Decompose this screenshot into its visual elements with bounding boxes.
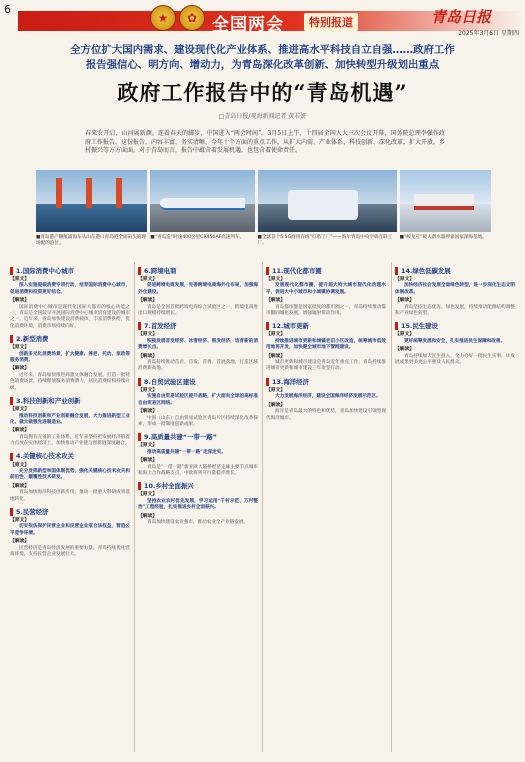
lead-paragraph: 春来农开启，山河展新颜。连着春天的脚步，中国进入“两会时间”。3月5日上午，十四届全国人大三次会议开幕，国务院总理李强作政府工作报告。这份报告，内容丰富，务实清晰，今年十个方面的重点工作，从扩大内需、产业体系、科技创新、深化改革，扩大开放，乡村振兴等方方面面，对于青岛而言，报告中蕴含着发展机遇，也包含着使命责任。 — [85, 130, 446, 154]
reading-text: 青岛坚持生态优先、绿色发展，持续推动能源结构调整和产业绿色转型。 — [395, 304, 515, 317]
reading-text: 城市更新和城市建设是青岛近年重点工作，青岛持续推进城市更新和城市建设三年攻坚行动。 — [266, 360, 386, 372]
label-reading: 【解读】 — [138, 298, 158, 304]
article-column-4 — [395, 262, 515, 367]
original-text: 推动高质量共建“一带一路”走深走实。 — [147, 449, 226, 455]
label-original: 【原文】 — [395, 332, 415, 338]
section-name: 全国两会 — [212, 15, 284, 35]
label-reading: 【解读】 — [395, 347, 415, 353]
section-heading: 15.民生建设 — [395, 322, 515, 330]
column-divider — [134, 262, 135, 752]
reading-text: 青岛拥有完备的工业体系，近年来坚持把发展经济的着力点放在实体经济上，加快推动产业链与创新链深度融合。 — [10, 434, 130, 447]
submersible-photo — [400, 170, 491, 232]
section-heading: 1.国际消费中心城市 — [10, 267, 130, 275]
label-reading: 【解读】 — [10, 539, 30, 545]
label-original: 【原文】 — [10, 517, 30, 523]
column-divider — [391, 262, 392, 752]
label-reading: 【解读】 — [138, 458, 158, 464]
reading-text: 青岛是全国首批跨境电商综合试验区之一，跨境电商进出口规模持续增长。 — [138, 304, 258, 317]
reading-text: 海洋是青岛最大的特色和优势，青岛加快建设引领型现代海洋城市。 — [266, 409, 386, 421]
reading-text: 近年来，青岛加快推进商旅文体融合发展，打造一批特色消费场景，持续释放服务消费潜力，居民消费结构持续升级。 — [10, 372, 130, 391]
label-reading: 【解读】 — [266, 298, 286, 304]
reading-text: 青岛都市圈是国家批复的都市圈之一，青岛持续推动都市圈同城化发展，增强辐射带动作用。 — [266, 304, 386, 317]
reading-text: 青岛持续加大民生投入，全力办好一批民生实事，让发展成果更多更公平惠及人民群众。 — [395, 353, 515, 366]
subhead-line-1: 全方位扩大国内需求、建设现代化产业体系、推进高水平科技自立自强……政府工作 — [70, 44, 455, 56]
label-reading: 【解读】 — [10, 483, 30, 489]
date-line: 2025年3月6日 星期四 — [458, 30, 519, 37]
national-emblem-icon: ★ — [150, 5, 176, 31]
section-heading: 7.首发经济 — [138, 322, 258, 330]
masthead-logo: 青岛日报 — [430, 8, 491, 26]
original-text: 充分发挥新型举国体制优势，强化关键核心技术攻关和前沿性、颠覆性技术研发。 — [10, 468, 130, 481]
label-reading: 【解读】 — [138, 513, 158, 519]
article-column-3 — [266, 262, 386, 423]
original-text: 创新多元化消费场景，扩大健康、养老、托幼、家政等服务消费。 — [10, 351, 130, 364]
label-original: 【原文】 — [138, 492, 158, 498]
section-heading: 5.民营经济 — [10, 508, 130, 516]
original-text: 推动科技创新和产业创新融合发展，大力推进新型工业化，做大做强先进制造业。 — [10, 413, 130, 425]
original-text: 积极发展首发经济、冰雪经济、银发经济，培育新的消费增长点。 — [138, 338, 258, 351]
byline: □青岛日报/观海新闻记者 黄若妍 — [218, 113, 307, 120]
label-original: 【原文】 — [10, 277, 30, 282]
subhead-line-2: 报告强信心、明方向、增动力，为青岛深化改革创新、加快转型升级划出重点 — [85, 59, 440, 71]
cppcc-emblem-icon: ✿ — [179, 5, 205, 31]
photo-caption: ■全球首个5.5G商用在线“灯塔工厂”——海尔青岛中央空调互联工厂。 — [257, 235, 393, 246]
reading-text: 青岛是“一带一路”新亚欧大陆桥经济走廊主要节点城市和海上合作战略支点，中欧班列开行量稳步增长。 — [138, 464, 258, 476]
emblem-row — [150, 5, 205, 31]
label-original: 【原文】 — [138, 277, 158, 282]
section-heading: 2.新型消费 — [10, 335, 130, 343]
label-original: 【原文】 — [138, 443, 158, 449]
photo-captions — [36, 235, 491, 247]
label-reading: 【解读】 — [138, 409, 158, 415]
label-reading: 【解读】 — [266, 402, 286, 408]
article-column-1 — [10, 262, 130, 559]
original-text: 实施自由贸易试验区提升战略，扩大面向全球的高标准自由贸易区网络。 — [138, 394, 258, 406]
page-number: 6 — [4, 3, 11, 16]
label-reading: 【解读】 — [10, 428, 30, 434]
label-original: 【原文】 — [10, 345, 30, 351]
label-reading: 【解读】 — [10, 298, 30, 304]
original-text: 持续推进城市更新和城镇老旧小区改造，统筹城市低效用地再开发，加快健全城市地下管网建设。 — [266, 338, 386, 351]
original-text: 促进跨境电商发展，完善跨境电商海外仓布局，加强海外仓建设。 — [138, 283, 258, 295]
label-reading: 【解读】 — [10, 366, 30, 372]
column-divider — [262, 262, 263, 752]
reading-text: 中国（山东）自由贸易试验区青岛片区持续深化改革探索，形成一批制度创新成果。 — [138, 415, 258, 427]
original-text: 深入实施提振消费专项行动，培育国际消费中心城市，促进消费和投资更好结合。 — [10, 283, 130, 295]
section-heading: 13.海洋经济 — [266, 378, 386, 386]
label-original: 【原文】 — [266, 387, 286, 393]
original-text: 发展现代化都市圈，提升超大特大城市现代化治理水平，促进大中小城市和小城镇协调发展。 — [266, 283, 386, 295]
label-original: 【原文】 — [138, 332, 158, 338]
label-original: 【原文】 — [395, 277, 415, 282]
section-heading: 12.城市更新 — [266, 322, 386, 330]
label-reading: 【解读】 — [138, 353, 158, 359]
reading-text: 青岛持续推动首店、首发、首秀、首展落地，打造区域消费新高地。 — [138, 360, 258, 372]
article-column-2 — [138, 262, 258, 527]
photo-caption: ■“青岛造”时速400公里CR450AF高速列车。 — [150, 235, 245, 240]
page-header — [0, 0, 525, 38]
label-original: 【原文】 — [266, 332, 286, 338]
section-heading: 8.自贸试验区建设 — [138, 378, 258, 386]
reading-text: 青岛加快海洋科技创新步伐，推动一批重大科研成果落地转化。 — [10, 490, 130, 502]
photo-caption: ■青岛港产顺航浦海车从山东港口青岛港全面码头的现场配的泊位。 — [36, 235, 146, 246]
label-reading: 【解读】 — [266, 353, 286, 359]
original-text: 大力发展海洋经济，建设全国海洋经济发展示范区。 — [275, 394, 381, 400]
section-heading: 3.科技创新和产业创新 — [10, 397, 130, 405]
original-text: 切实依法保护民营企业和民营企业家合法权益，营造公平竞争环境。 — [10, 524, 130, 536]
photo-strip — [36, 170, 491, 232]
train-photo — [150, 170, 254, 232]
section-heading: 10.乡村全面振兴 — [138, 482, 258, 490]
section-heading: 9.高质量共建“一带一路” — [138, 433, 258, 441]
headline-block — [0, 43, 525, 120]
section-tag: 特别报道 — [304, 13, 358, 31]
factory-photo — [258, 170, 397, 232]
main-title: 政府工作报告中的“青岛机遇” — [117, 80, 408, 105]
label-original: 【原文】 — [138, 387, 158, 393]
reading-text: 青岛加快建设农业强市，推动农业全产业链发展。 — [147, 519, 249, 525]
reading-text: 国际消费中心城市是现代化国际大都市的核心功能之一，青岛是全国较早开展国际消费中心城市培育建设的城市之一。近年来，青岛加快建设消费载体，丰富消费供给，优化消费环境，消费市场持续向好。 — [10, 304, 130, 329]
port-photo — [36, 170, 147, 232]
label-original: 【原文】 — [10, 462, 30, 468]
photo-caption: ■“蛟龙号”载人潜水器停靠国家深海基地。 — [399, 235, 487, 240]
section-heading: 4.关键核心技术攻关 — [10, 453, 130, 461]
section-heading: 6.跨境电商 — [138, 267, 258, 275]
label-reading: 【解读】 — [395, 298, 415, 304]
original-text: 更好统筹发展和安全，扎实推进民生保障和改善。 — [404, 338, 506, 344]
original-text: 加快经济社会发展全面绿色转型，进一步深化生态文明体制改革。 — [395, 283, 515, 295]
original-text: 坚持农业农村优先发展，学习运用“千村示范、万村整治”工程经验，扎实推进乡村全面振兴。 — [138, 498, 258, 511]
label-original: 【原文】 — [10, 407, 30, 413]
section-heading: 11.现代化都市圈 — [266, 267, 386, 275]
reading-text: 民营经济是青岛经济发展的重要力量。青岛持续优化营商环境，支持民营企业发展壮大。 — [10, 545, 130, 557]
section-heading: 14.绿色低碳发展 — [395, 267, 515, 275]
label-original: 【原文】 — [266, 277, 286, 282]
